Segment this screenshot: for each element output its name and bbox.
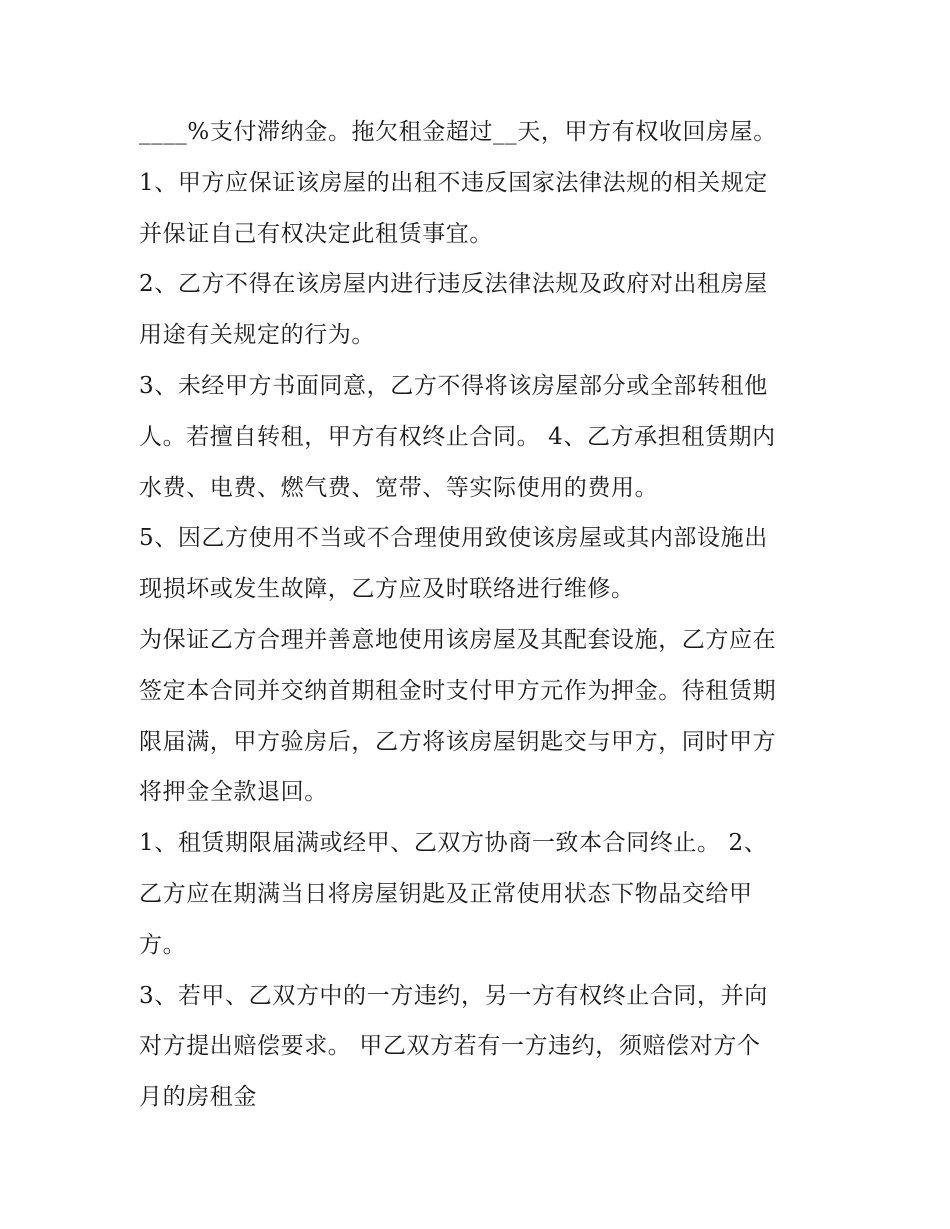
text-line: 方。 [139,931,187,958]
text-line: 并保证自己有权决定此租赁事宜。 [139,220,493,247]
text-line: 5、因乙方使用不当或不合理使用致使该房屋或其内部设施出 [139,525,768,552]
text-line: 现损坏或发生故障，乙方应及时联络进行维修。 [139,576,635,603]
contract-text [139,107,839,1123]
text-line: 1、甲方应保证该房屋的出租不违反国家法律法规的相关规定 [139,169,768,196]
text-line: 1、租赁期限届满或经甲、乙双方协商一致本合同终止。 2、 [139,830,768,857]
text-line: 用途有关规定的行为。 [139,322,375,349]
text-line: ____%支付滞纳金。拖欠租金超过__天，甲方有权收回房屋。 [139,119,777,145]
text-line: 人。若擅自转租，甲方有权终止合同。 4、乙方承担租赁期内 [139,423,776,450]
text-line: 水费、电费、燃气费、宽带、等实际使用的费用。 [139,474,659,501]
text-line: 月的房租金 [139,1084,257,1111]
text-line: 为保证乙方合理并善意地使用该房屋及其配套设施，乙方应在 [139,626,777,653]
text-line: 2、乙方不得在该房屋内进行违反法律法规及政府对出租房屋 [139,271,768,298]
text-line: 3、未经甲方书面同意，乙方不得将该房屋部分或全部转租他 [139,372,768,399]
text-line: 将押金全款退回。 [139,779,328,806]
text-line: 3、若甲、乙双方中的一方违约，另一方有权终止合同，并向 [139,982,768,1009]
text-line: 对方提出赔偿要求。 甲乙双方若有一方违约，须赔偿对方个 [139,1033,761,1060]
text-line: 签定本合同并交纳首期租金时支付甲方元作为押金。待租赁期 [139,677,777,704]
text-line: 乙方应在期满当日将房屋钥匙及正常使用状态下物品交给甲 [139,880,753,907]
text-line: 限届满，甲方验房后，乙方将该房屋钥匙交与甲方，同时甲方 [139,728,777,755]
